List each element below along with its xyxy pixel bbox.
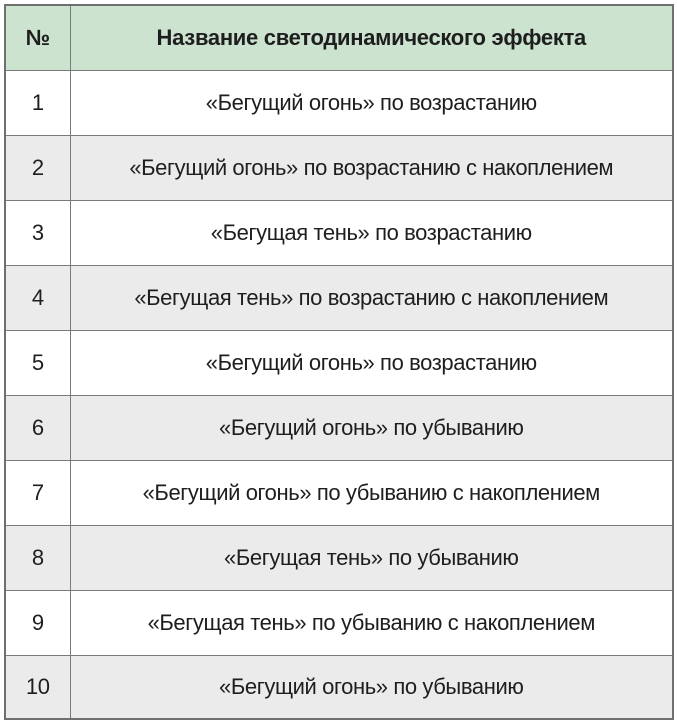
header-num: № [5, 5, 70, 71]
row-num: 1 [5, 71, 70, 136]
row-num: 7 [5, 461, 70, 526]
effects-table [4, 4, 674, 720]
table-row [5, 201, 673, 266]
row-num: 6 [5, 396, 70, 461]
row-name: «Бегущий огонь» по убыванию [70, 656, 673, 720]
row-name: «Бегущий огонь» по возрастанию [70, 71, 673, 136]
table-row [5, 136, 673, 201]
table-body [5, 71, 673, 720]
row-num: 5 [5, 331, 70, 396]
row-name: «Бегущий огонь» по убыванию [70, 396, 673, 461]
row-num: 9 [5, 591, 70, 656]
table-row [5, 71, 673, 136]
row-name: «Бегущая тень» по убыванию [70, 526, 673, 591]
row-name: «Бегущий огонь» по возрастанию [70, 331, 673, 396]
table-row [5, 266, 673, 331]
table-row [5, 591, 673, 656]
header-name: Название светодинамического эффекта [70, 5, 673, 71]
row-num: 4 [5, 266, 70, 331]
header-row [5, 5, 673, 71]
table-row [5, 331, 673, 396]
table-header [5, 5, 673, 71]
table-row [5, 526, 673, 591]
row-num: 3 [5, 201, 70, 266]
table-row [5, 656, 673, 720]
row-num: 2 [5, 136, 70, 201]
row-name: «Бегущий огонь» по убыванию с накоплением [70, 461, 673, 526]
row-name: «Бегущая тень» по убыванию с накоплением [70, 591, 673, 656]
row-num: 10 [5, 656, 70, 720]
row-num: 8 [5, 526, 70, 591]
row-name: «Бегущая тень» по возрастанию с накоплением [70, 266, 673, 331]
row-name: «Бегущая тень» по возрастанию [70, 201, 673, 266]
table-row [5, 396, 673, 461]
table-row [5, 461, 673, 526]
row-name: «Бегущий огонь» по возрастанию с накоплением [70, 136, 673, 201]
